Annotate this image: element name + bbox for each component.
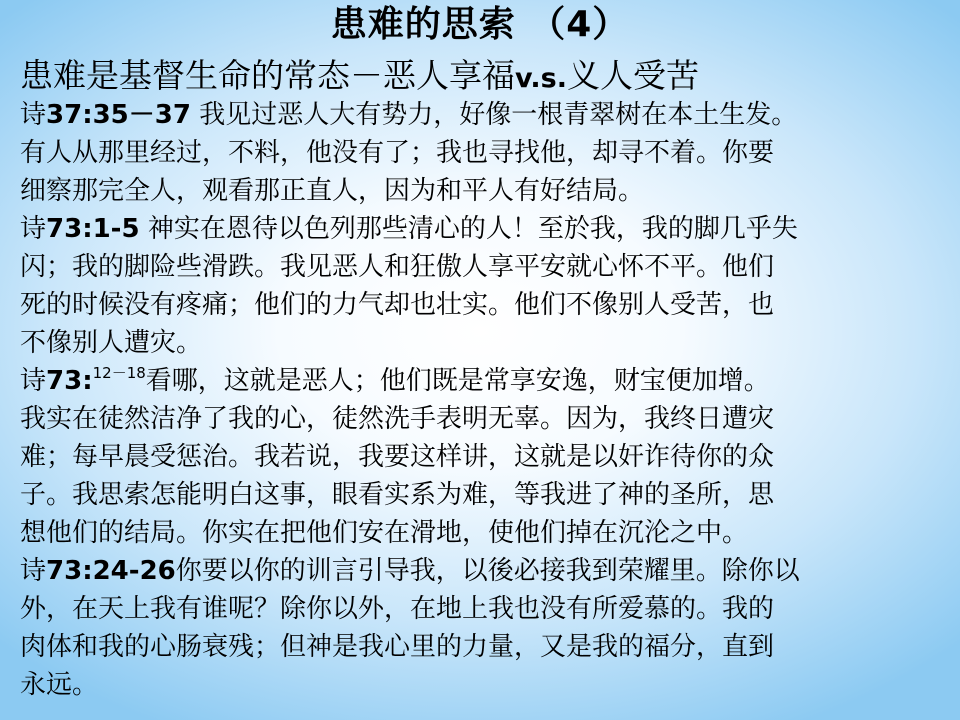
verse-ref-number: 73:1-5 <box>46 214 140 244</box>
verse-ref-superscript: 12－18 <box>92 364 146 382</box>
scripture-line: 我实在徒然洁净了我的心，徒然洗手表明无辜。因为，我终日遭灾 <box>20 404 775 434</box>
scripture-line: 不像别人遭灾。 <box>20 328 203 358</box>
scripture-line: 子。我思索怎能明白这事，眼看实系为难，等我进了神的圣所，思 <box>20 480 775 510</box>
scripture-line <box>20 96 950 134</box>
scripture-line: 有人从那里经过，不料，他没有了；我也寻找他，却寻不着。你要 <box>20 138 775 168</box>
scripture-line: 细察那完全人，观看那正直人，因为和平人有好结局。 <box>20 176 645 206</box>
verse-ref-book: 诗 <box>20 214 47 244</box>
slide-title: 患难的思索 （4） <box>330 4 630 45</box>
subtitle-latin-vs: v.s. <box>515 63 567 94</box>
verse-ref-book: 诗 <box>20 100 47 130</box>
scripture-line <box>20 362 950 400</box>
scripture-line: 闪；我的脚险些滑跌。我见恶人和狂傲人享平安就心怀不平。他们 <box>20 252 775 282</box>
subtitle-text-part1: 患难是基督生命的常态－恶人享福 <box>20 56 515 95</box>
scripture-line: 肉体和我的心肠衰残；但神是我心里的力量，又是我的福分，直到 <box>20 632 775 662</box>
scripture-line: 难；每早晨受惩治。我若说，我要这样讲，这就是以奸诈待你的众 <box>20 442 775 472</box>
verse-ref-number: 73:24-26 <box>46 556 176 586</box>
verse-text: 神实在恩待以色列那些清心的人！至於我，我的脚几乎失 <box>139 214 798 244</box>
verse-text: 你要以你的训言引导我，以後必接我到荣耀里。除你以 <box>175 556 800 586</box>
verse-ref-book: 诗 <box>20 366 47 396</box>
verse-ref-number: 73: <box>46 366 93 396</box>
slide-subtitle <box>20 54 950 101</box>
scripture-body <box>20 96 950 704</box>
scripture-line: 死的时候没有疼痛；他们的力气却也壮实。他们不像别人受苦，也 <box>20 290 775 320</box>
subtitle-text-part2: 义人受苦 <box>566 56 699 95</box>
verse-text: 看哪，这就是恶人；他们既是常享安逸，财宝便加增。 <box>145 366 770 396</box>
scripture-line: 外，在天上我有谁呢？除你以外，在地上我也没有所爱慕的。我的 <box>20 594 775 624</box>
scripture-line <box>20 210 950 248</box>
verse-ref-number: 37:35－37 <box>46 100 191 130</box>
scripture-line: 想他们的结局。你实在把他们安在滑地，使他们掉在沉沦之中。 <box>20 518 749 548</box>
scripture-line: 永远。 <box>20 670 99 700</box>
scripture-line <box>20 552 950 590</box>
verse-ref-book: 诗 <box>20 556 47 586</box>
verse-text: 我见过恶人大有势力，好像一根青翠树在本土生发。 <box>190 100 798 130</box>
